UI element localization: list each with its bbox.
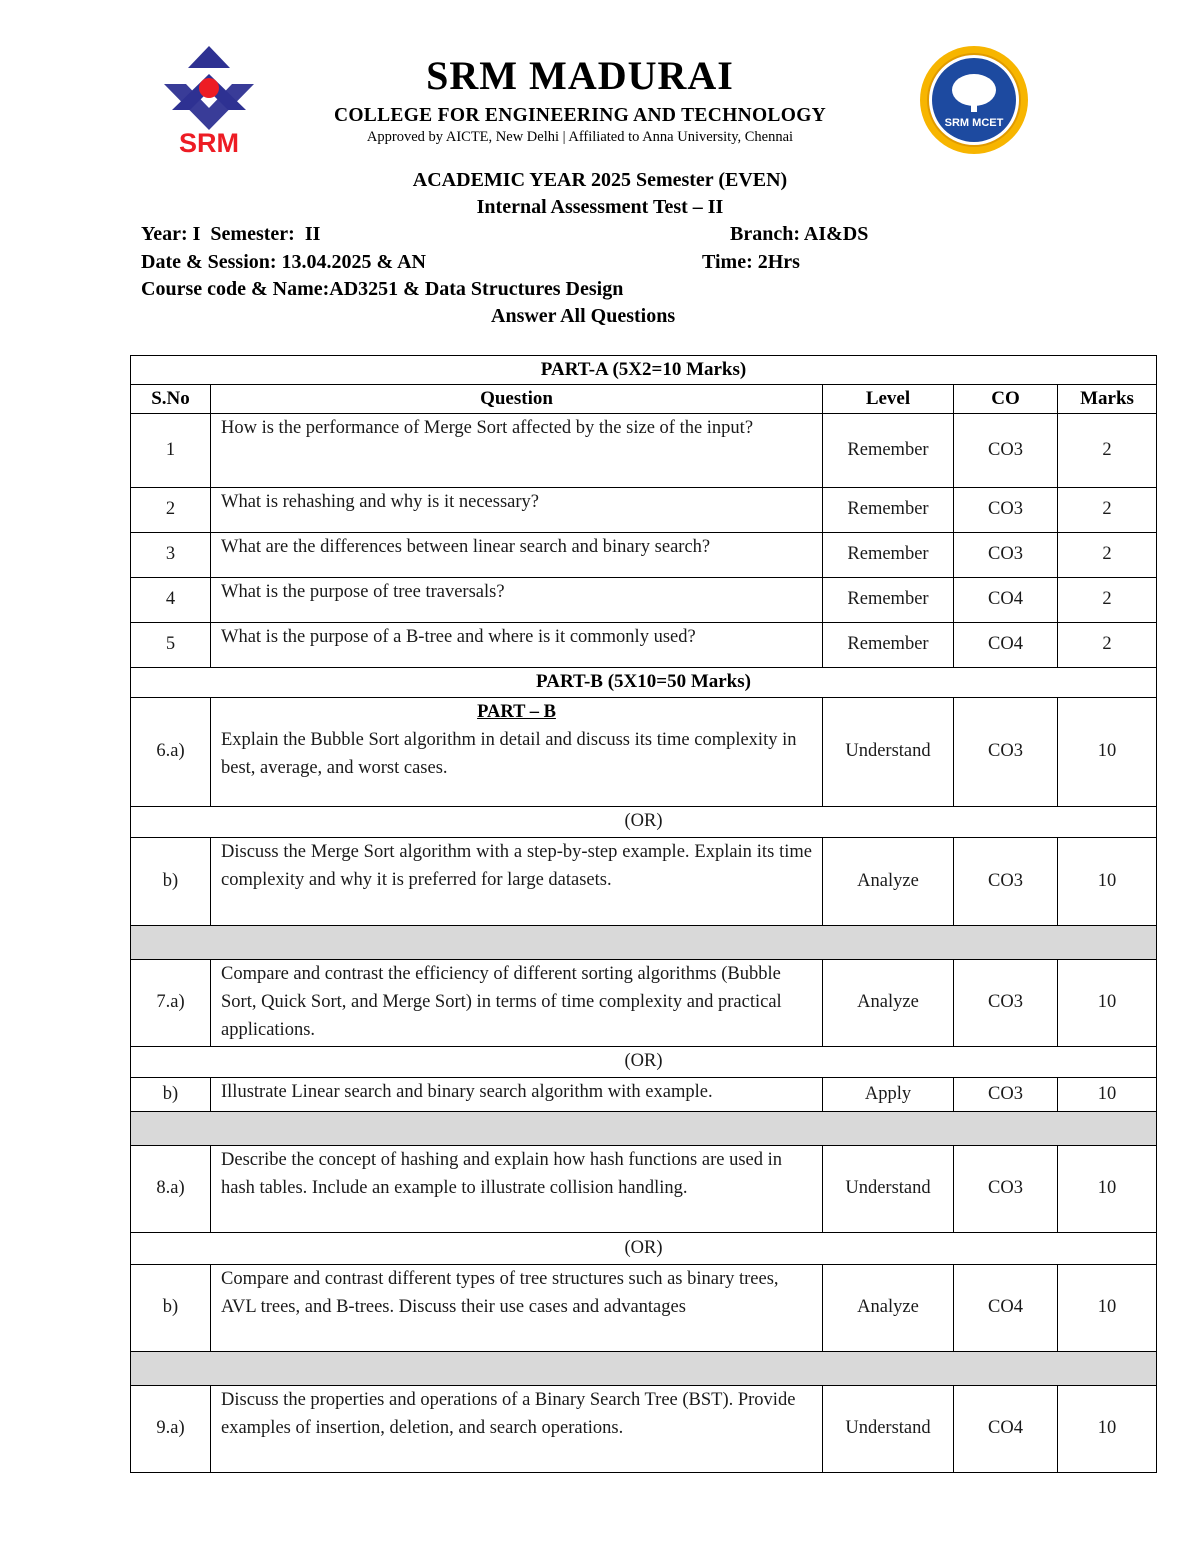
table-row bbox=[131, 623, 1157, 668]
exam-time: Time: 2Hrs bbox=[702, 251, 800, 273]
question-level: Apply bbox=[823, 1078, 954, 1112]
question-level: Analyze bbox=[823, 838, 954, 926]
question-number: 6.a) bbox=[131, 698, 211, 807]
srm-logo bbox=[160, 44, 258, 156]
table-row bbox=[131, 960, 1157, 1047]
question-co: CO3 bbox=[954, 1078, 1058, 1112]
question-co: CO4 bbox=[954, 1386, 1058, 1473]
question-text: How is the performance of Merge Sort affected by the size of the input? bbox=[211, 414, 823, 488]
part-b-title-row bbox=[131, 668, 1157, 698]
question-marks: 10 bbox=[1058, 838, 1157, 926]
svg-text:SRM: SRM bbox=[179, 128, 239, 156]
question-number: b) bbox=[131, 838, 211, 926]
question-co: CO3 bbox=[954, 698, 1058, 807]
year-semester: Year: I Semester: II bbox=[141, 223, 321, 245]
part-a-title-row bbox=[131, 356, 1157, 385]
question-marks: 2 bbox=[1058, 578, 1157, 623]
part-b-inner-title: PART – B bbox=[477, 702, 556, 722]
question-marks: 10 bbox=[1058, 960, 1157, 1047]
branch: Branch: AI&DS bbox=[730, 223, 869, 245]
table-row bbox=[131, 838, 1157, 926]
question-cell bbox=[211, 698, 823, 807]
or-row bbox=[131, 1047, 1157, 1078]
question-level: Understand bbox=[823, 1146, 954, 1233]
question-number: 2 bbox=[131, 488, 211, 533]
question-text: What is the purpose of a B-tree and where is it commonly used? bbox=[211, 623, 823, 668]
table-row bbox=[131, 1386, 1157, 1473]
college-approval: Approved by AICTE, New Delhi | Affiliated to Anna University, Chennai bbox=[366, 129, 794, 145]
question-text: Describe the concept of hashing and explain how hash functions are used in hash tables. Include an example to illustrate collision handling. bbox=[211, 1146, 823, 1233]
column-header-row bbox=[131, 385, 1157, 414]
question-marks: 10 bbox=[1058, 1386, 1157, 1473]
question-co: CO4 bbox=[954, 623, 1058, 668]
question-text: What are the differences between linear search and binary search? bbox=[211, 533, 823, 578]
question-text: Explain the Bubble Sort algorithm in detail and discuss its time complexity in best, average, and worst cases. bbox=[221, 729, 797, 778]
table-row bbox=[131, 533, 1157, 578]
question-marks: 10 bbox=[1058, 1146, 1157, 1233]
question-table bbox=[130, 355, 1157, 1473]
col-header-sno: S.No bbox=[131, 385, 211, 414]
separator-row bbox=[131, 1112, 1157, 1146]
question-marks: 2 bbox=[1058, 488, 1157, 533]
svg-text:SRM MCET: SRM MCET bbox=[944, 117, 1004, 129]
table-row bbox=[131, 414, 1157, 488]
separator-row bbox=[131, 926, 1157, 960]
question-level: Understand bbox=[823, 1386, 954, 1473]
question-marks: 2 bbox=[1058, 623, 1157, 668]
question-number: 7.a) bbox=[131, 960, 211, 1047]
separator-row bbox=[131, 1352, 1157, 1386]
test-name: Internal Assessment Test – II bbox=[476, 196, 724, 218]
question-text: Discuss the Merge Sort algorithm with a step-by-step example. Explain its time complexity and why it is preferred for large datasets. bbox=[211, 838, 823, 926]
table-row bbox=[131, 578, 1157, 623]
or-label: (OR) bbox=[131, 807, 1157, 838]
course-code-name: Course code & Name:AD3251 & Data Structures Design bbox=[141, 278, 624, 300]
table-row bbox=[131, 1265, 1157, 1352]
or-label: (OR) bbox=[131, 1233, 1157, 1265]
question-marks: 2 bbox=[1058, 533, 1157, 578]
part-a-title: PART-A (5X2=10 Marks) bbox=[131, 356, 1157, 385]
or-row bbox=[131, 1233, 1157, 1265]
question-marks: 10 bbox=[1058, 1078, 1157, 1112]
col-header-question: Question bbox=[211, 385, 823, 414]
table-row bbox=[131, 1146, 1157, 1233]
question-marks: 10 bbox=[1058, 698, 1157, 807]
question-number: b) bbox=[131, 1078, 211, 1112]
question-level: Analyze bbox=[823, 960, 954, 1047]
academic-year: ACADEMIC YEAR 2025 Semester (EVEN) bbox=[412, 169, 788, 191]
date-session: Date & Session: 13.04.2025 & AN bbox=[141, 251, 426, 273]
col-header-marks: Marks bbox=[1058, 385, 1157, 414]
srm-mcet-seal bbox=[916, 44, 1032, 156]
question-text: Compare and contrast different types of tree structures such as binary trees, AVL trees, and B-trees. Discuss their use cases and advantages bbox=[211, 1265, 823, 1352]
question-marks: 2 bbox=[1058, 414, 1157, 488]
table-row bbox=[131, 698, 1157, 807]
question-level: Remember bbox=[823, 623, 954, 668]
question-text: What is the purpose of tree traversals? bbox=[211, 578, 823, 623]
question-text: Compare and contrast the efficiency of different sorting algorithms (Bubble Sort, Quick Sort, and Merge Sort) in terms of time complexity and practical applications. bbox=[211, 960, 823, 1047]
question-co: CO3 bbox=[954, 960, 1058, 1047]
question-number: 8.a) bbox=[131, 1146, 211, 1233]
question-level: Analyze bbox=[823, 1265, 954, 1352]
question-number: 9.a) bbox=[131, 1386, 211, 1473]
question-level: Remember bbox=[823, 533, 954, 578]
part-b-title: PART-B (5X10=50 Marks) bbox=[131, 668, 1157, 698]
question-co: CO4 bbox=[954, 578, 1058, 623]
question-co: CO3 bbox=[954, 838, 1058, 926]
question-level: Remember bbox=[823, 414, 954, 488]
col-header-co: CO bbox=[954, 385, 1058, 414]
or-label: (OR) bbox=[131, 1047, 1157, 1078]
question-number: 4 bbox=[131, 578, 211, 623]
college-subtitle: COLLEGE FOR ENGINEERING AND TECHNOLOGY bbox=[333, 105, 827, 126]
question-co: CO4 bbox=[954, 1265, 1058, 1352]
question-number: b) bbox=[131, 1265, 211, 1352]
question-text: What is rehashing and why is it necessary? bbox=[211, 488, 823, 533]
question-level: Understand bbox=[823, 698, 954, 807]
question-text: Illustrate Linear search and binary search algorithm with example. bbox=[211, 1078, 823, 1112]
col-header-level: Level bbox=[823, 385, 954, 414]
question-text: Discuss the properties and operations of a Binary Search Tree (BST). Provide examples of insertion, deletion, and search operations. bbox=[211, 1386, 823, 1473]
question-co: CO3 bbox=[954, 488, 1058, 533]
college-name: SRM MADURAI bbox=[426, 53, 734, 98]
question-number: 3 bbox=[131, 533, 211, 578]
or-row bbox=[131, 807, 1157, 838]
table-row bbox=[131, 1078, 1157, 1112]
table-row bbox=[131, 488, 1157, 533]
question-marks: 10 bbox=[1058, 1265, 1157, 1352]
question-number: 1 bbox=[131, 414, 211, 488]
question-number: 5 bbox=[131, 623, 211, 668]
question-co: CO3 bbox=[954, 533, 1058, 578]
instruction: Answer All Questions bbox=[491, 305, 676, 327]
question-level: Remember bbox=[823, 488, 954, 533]
question-co: CO3 bbox=[954, 414, 1058, 488]
question-co: CO3 bbox=[954, 1146, 1058, 1233]
question-level: Remember bbox=[823, 578, 954, 623]
